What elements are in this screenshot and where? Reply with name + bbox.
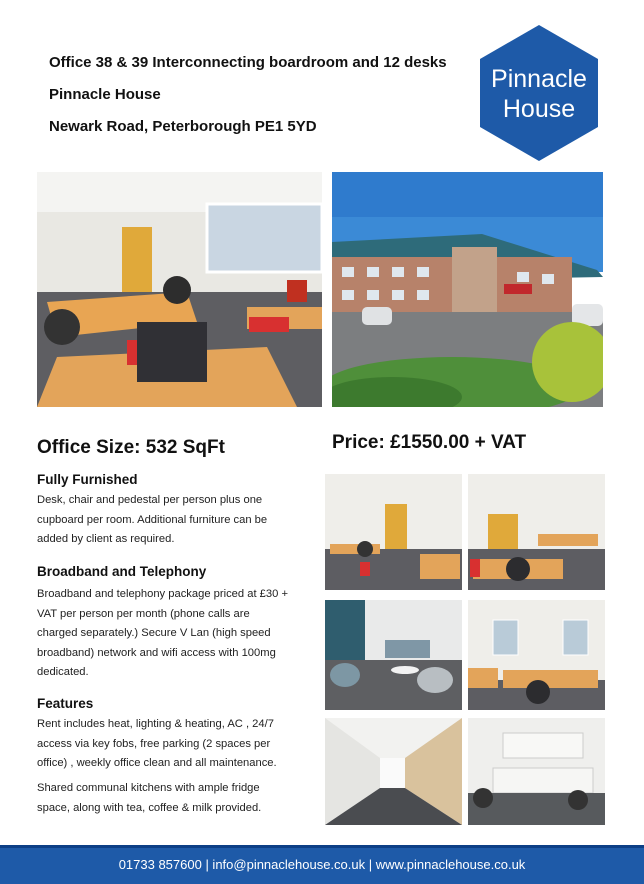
listing-title: Office 38 & 39 Interconnecting boardroom and 12 desks — [49, 54, 447, 71]
thumb-kitchen — [468, 718, 605, 825]
svg-text:House: House — [502, 95, 576, 123]
furnished-text — [37, 491, 267, 550]
building-name: Pinnacle House — [49, 86, 161, 103]
section-title-furnished: Fully Furnished — [37, 472, 138, 487]
text-line: Broadband and telephony package priced at £30 + — [37, 588, 288, 600]
text-line: added by client as required. — [37, 533, 175, 545]
text-line: space, along with tea, coffee & milk provided. — [37, 801, 262, 814]
thumb-corridor — [325, 718, 462, 825]
text-line: Rent includes heat, lighting & heating, AC , 24/7 — [37, 718, 274, 730]
text-line: Shared communal kitchens with ample fridge — [37, 782, 260, 794]
price: Price: £1550.00 + VAT — [332, 432, 527, 453]
footer-bar — [0, 845, 644, 884]
text-line: broadband) network and wifi access with 100mg — [37, 646, 276, 659]
thumb-office-2 — [468, 474, 605, 590]
thumb-office-1 — [325, 474, 462, 590]
footer-contact[interactable]: 01733 857600 | info@pinnaclehouse.co.uk | www.pinnaclehouse.co.uk — [118, 857, 526, 872]
text-line: dedicated. — [37, 666, 89, 678]
address: Newark Road, Peterborough PE1 5YD — [49, 118, 317, 135]
text-line: office) , weekly office clean and all maintenance. — [37, 757, 277, 769]
text-line: Desk, chair and pedestal per person plus one — [37, 494, 263, 506]
office-interior-photo — [37, 172, 322, 407]
section-title-features: Features — [37, 696, 94, 711]
office-size: Office Size: 532 SqFt — [37, 437, 225, 458]
text-line: VAT per person per month (phone calls are — [37, 607, 250, 620]
features-text — [37, 715, 277, 774]
kitchen-text — [37, 779, 261, 818]
pinnacle-house-logo — [480, 25, 598, 161]
section-title-broadband: Broadband and Telephony — [37, 564, 207, 579]
text-line: access via key fobs, free parking (2 spaces per — [37, 737, 271, 750]
building-exterior-photo — [332, 172, 603, 407]
broadband-text — [37, 585, 288, 683]
svg-text:Pinnacle: Pinnacle — [491, 65, 587, 93]
text-line: cupboard per room. Additional furniture can be — [37, 513, 268, 526]
thumb-boardroom — [468, 600, 605, 710]
thumb-breakout-room — [325, 600, 462, 710]
text-line: charged separately.) Secure V Lan (high speed — [37, 627, 271, 639]
